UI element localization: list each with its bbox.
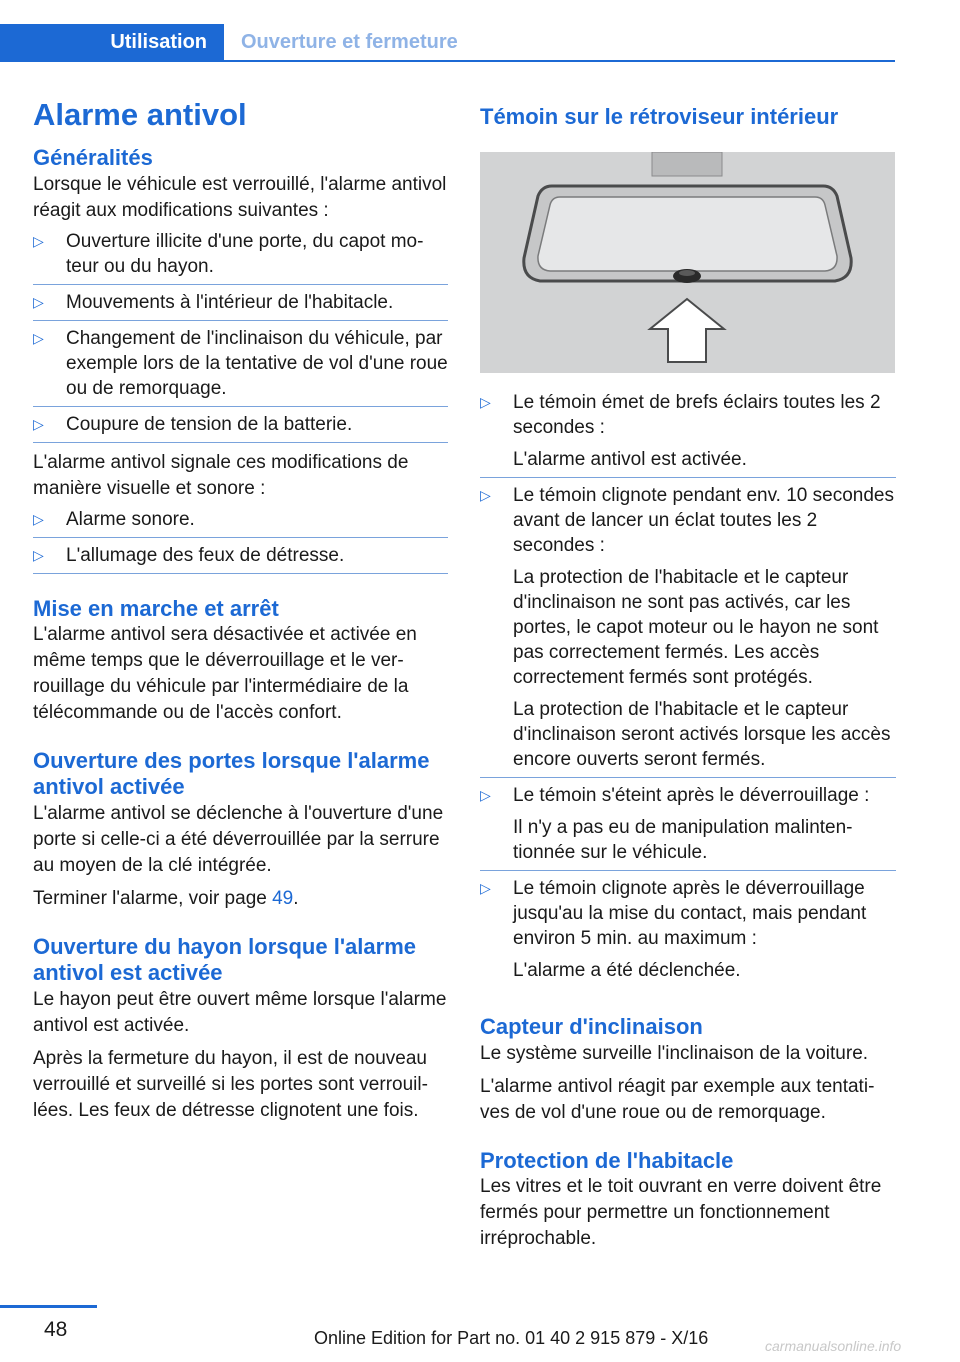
list-item: ▷ Alarme sonore.: [33, 502, 448, 538]
list-item: ▷ Changement de l'inclinaison du véhicule, par exemple lors de la tentative de vol d'une roue ou de remorquage.: [33, 321, 448, 407]
footer-rule: [0, 1305, 97, 1308]
right-column: [480, 96, 896, 1252]
triangle-right-icon: ▷: [33, 232, 44, 249]
header-rule: [0, 60, 895, 62]
ouverture-portes-text: L'alarme antivol se déclenche à l'ouverture d'une porte si celle-ci a été déverrouillée par la serrure au moyen de la clé intégrée.: [33, 802, 444, 876]
generalites-intro: Lorsque le véhicule est verrouillé, l'alarme antivol réagit aux modifications suivantes :: [33, 173, 447, 221]
signal-text: L'alarme antivol signale ces modifications de manière visuelle et sonore :: [33, 451, 409, 499]
mise-en-marche-text: L'alarme antivol sera désactivée et activée en même temps que le déverrouillage et le verrouillage du véhicule par l'intermédiaire de la télécommande ou de l'accès confort.: [33, 623, 417, 723]
heading-protection: Protection de l'habitacle: [480, 1147, 734, 1173]
heading-mise-en-marche: Mise en marche et arrêt: [33, 595, 279, 621]
triangle-right-icon: ▷: [480, 787, 491, 804]
triangle-right-icon: ▷: [480, 487, 491, 504]
list-item: ▷ Le témoin s'éteint après le déverrouillage : Il n'y a pas eu de manipulation malintentionnée sur le véhicule.: [480, 778, 896, 871]
heading-generalites: Généralités: [33, 145, 153, 171]
watermark: carmanualsonline.info: [765, 1338, 902, 1354]
heading-ouverture-hayon: Ouverture du hayon lorsque l'alarme antivol est activée: [33, 933, 417, 986]
triangle-right-icon: ▷: [33, 293, 44, 310]
left-column: [33, 96, 448, 1124]
triangle-right-icon: ▷: [33, 329, 44, 346]
list-item: ▷ Le témoin émet de brefs éclairs toutes les 2 secondes : L'alarme antivol est activée.: [480, 385, 896, 478]
modifications-list: [33, 224, 448, 443]
list-item: ▷ Coupure de tension de la batterie.: [33, 407, 448, 443]
triangle-right-icon: ▷: [33, 510, 44, 527]
list-item: ▷ L'allumage des feux de détresse.: [33, 538, 448, 574]
heading-temoin: Témoin sur le rétroviseur intérieur: [480, 104, 839, 129]
page-reference: Terminer l'alarme, voir page 49.: [33, 887, 299, 909]
tab-ouverture-et-fermeture[interactable]: Ouverture et fermeture: [241, 30, 458, 53]
list-item: ▷ Mouvements à l'intérieur de l'habitacle.: [33, 285, 448, 321]
rearview-mirror-illustration: [480, 152, 895, 373]
tab-utilisation[interactable]: Utilisation: [0, 24, 224, 60]
triangle-right-icon: ▷: [480, 880, 491, 897]
page-header: [0, 24, 895, 62]
capteur-text-1: Le système surveille l'inclinaison de la voiture.: [480, 1042, 869, 1064]
triangle-right-icon: ▷: [33, 546, 44, 563]
triangle-right-icon: ▷: [480, 394, 491, 411]
list-item: ▷ Ouverture illicite d'une porte, du capot moteur ou du hayon.: [33, 224, 448, 285]
triangle-right-icon: ▷: [33, 415, 44, 432]
heading-ouverture-portes: Ouverture des portes lorsque l'alarme antivol activée: [33, 747, 430, 800]
page-link[interactable]: 49: [272, 887, 294, 909]
protection-text: Les vitres et le toit ouvrant en verre doivent être fermés pour permettre un fonctionnement irréprochable.: [480, 1176, 882, 1250]
signal-list: [33, 502, 448, 574]
temoin-list: [480, 385, 896, 988]
hayon-text-1: Le hayon peut être ouvert même lorsque l'alarme antivol est activée.: [33, 988, 447, 1036]
capteur-text-2: L'alarme antivol réagit par exemple aux tentatives de vol d'une roue ou de remorquage.: [480, 1075, 875, 1123]
hayon-text-2: Après la fermeture du hayon, il est de nouveau verrouillé et surveillé si les portes sont verrouillées. Les feux de détresse clignotent une fois.: [33, 1047, 428, 1121]
page-number: 48: [44, 1318, 68, 1341]
list-item: ▷ Le témoin clignote après le déverrouillage jusqu'au la mise du contact, mais pendant environ 5 min. au maximum : L'alarme a été déclenchée.: [480, 878, 867, 982]
edition-note: Online Edition for Part no. 01 40 2 915 879 - X/16: [314, 1328, 709, 1348]
mirror-image: [480, 152, 895, 373]
page-title: Alarme antivol: [33, 97, 247, 132]
heading-capteur: Capteur d'inclinaison: [480, 1014, 703, 1040]
list-item: ▷ Le témoin clignote pendant env. 10 secondes avant de lancer un éclat toutes les 2 secondes : La protection de l'habitacle et le capteur d'inclinaison ne sont pas activés, car les portes, le capot moteur ou le hayon ne sont pas correctement fermés. Les accès correctement fermés sont protégés. La protection de l'habitacle et le capteur d'inclinaison seront activés lorsque les accès encore ouverts seront fermés.: [480, 478, 896, 778]
